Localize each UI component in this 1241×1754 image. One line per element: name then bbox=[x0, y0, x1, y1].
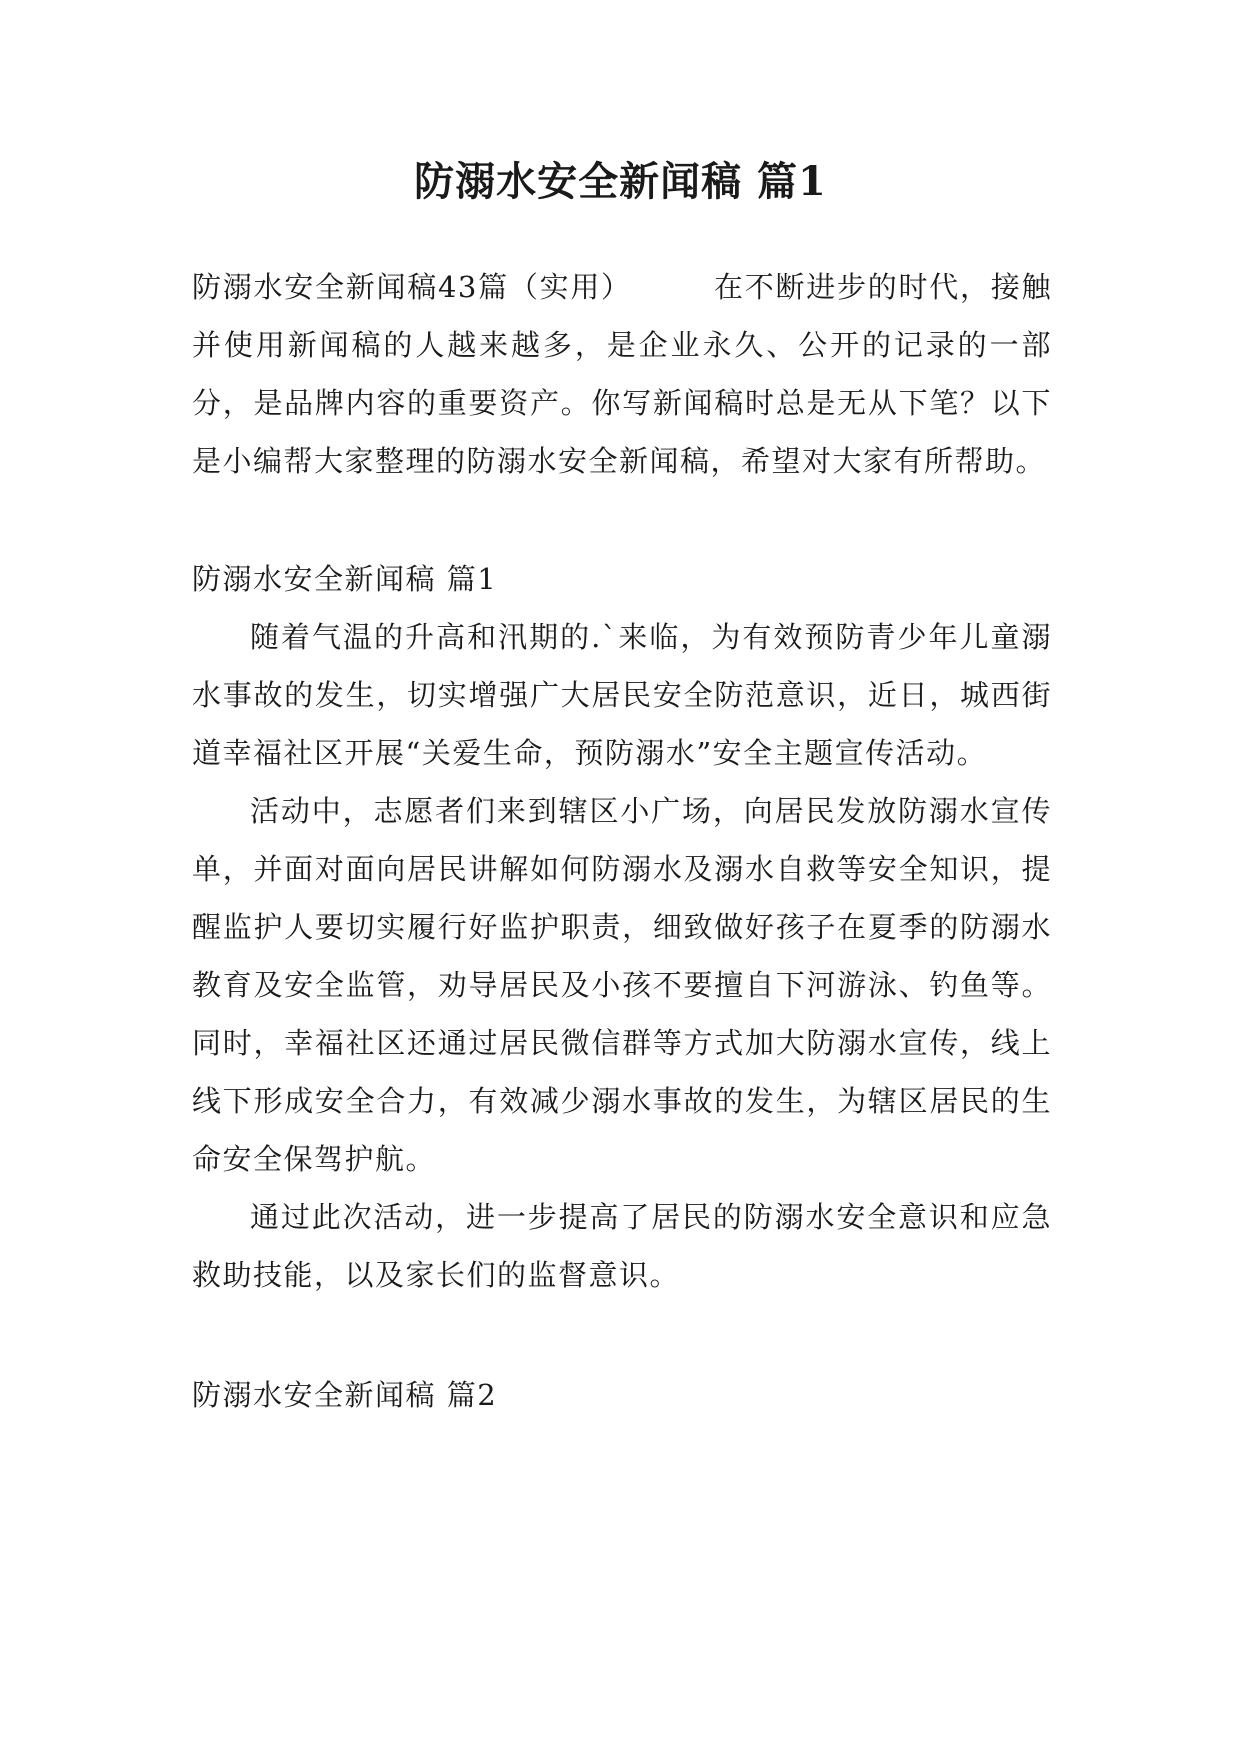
intro-lead: 防溺水安全新闻稿43篇（实用） bbox=[192, 270, 632, 304]
intro-text: 在不断进步的时代，接触并使用新闻稿的人越来越多，是企业永久、公开的记录的一部分，是品牌内容的重要资产。你写新闻稿时总是无从下笔？以下是小编帮大家整理的防溺水安全新闻稿，希望对大家有所帮助。 bbox=[192, 270, 1052, 478]
section-heading-1: 防溺水安全新闻稿 篇1 bbox=[192, 562, 498, 596]
document-title: 防溺水安全新闻稿 篇1 bbox=[414, 158, 827, 205]
intro-paragraph bbox=[192, 258, 1052, 490]
document-body bbox=[192, 258, 1052, 1424]
section-1-paragraph-2: 活动中，志愿者们来到辖区小广场，向居民发放防溺水宣传单，并面对面向居民讲解如何防溺水及溺水自救等安全知识，提醒监护人要切实履行好监护职责，细致做好孩子在夏季的防溺水教育及安全监管，劝导居民及小孩不要擅自下河游泳、钓鱼等。同时，幸福社区还通过居民微信群等方式加大防溺水宣传，线上线下形成安全合力，有效减少溺水事故的发生，为辖区居民的生命安全保驾护航。 bbox=[192, 794, 1052, 1176]
section-heading-2: 防溺水安全新闻稿 篇2 bbox=[192, 1378, 498, 1412]
section-1-paragraph-3: 通过此次活动，进一步提高了居民的防溺水安全意识和应急救助技能，以及家长们的监督意识。 bbox=[192, 1200, 1052, 1292]
section-1-paragraph-1: 随着气温的升高和汛期的.`来临，为有效预防青少年儿童溺水事故的发生，切实增强广大居民安全防范意识，近日，城西街道幸福社区开展“关爱生命，预防溺水”安全主题宣传活动。 bbox=[192, 620, 1052, 770]
